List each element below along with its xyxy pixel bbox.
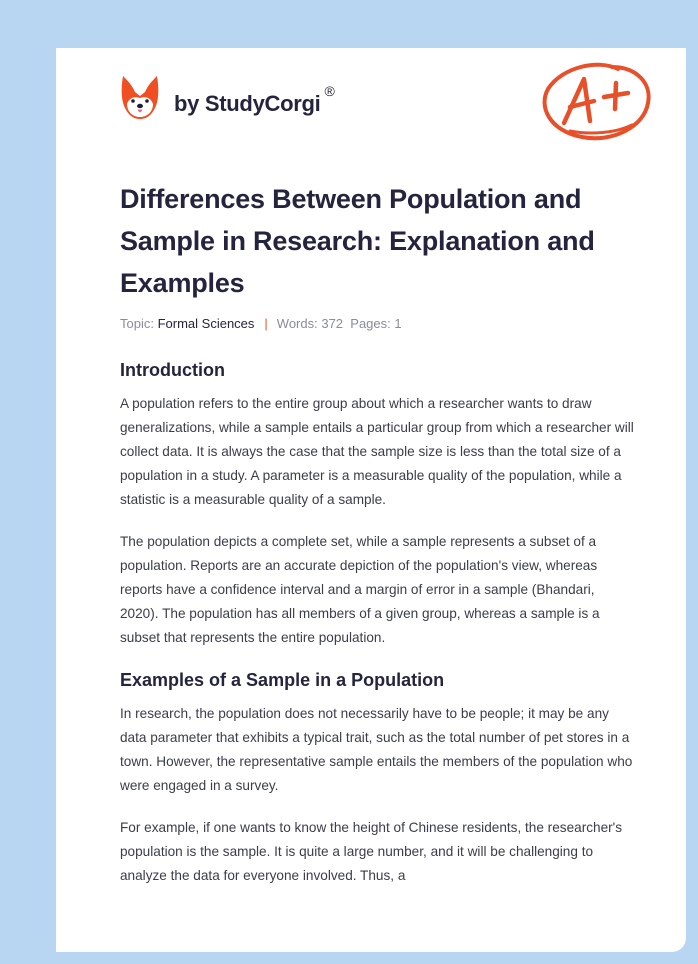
word-count: Words: 372 (276, 316, 344, 331)
page-count: Pages: 1 (350, 316, 402, 331)
document-card (56, 48, 686, 952)
paragraph: For example, if one wants to know the height of Chinese residents, the researcher's population is the sample. It is quite a large number, and it will be challenging to analyze the data for everyone involved. Thus, a (120, 820, 623, 883)
article-meta (120, 316, 635, 336)
page-title: Differences Between Population and Sample in Research: Explanation and Examples (120, 184, 595, 298)
paragraph: A population refers to the entire group about which a researcher wants to draw generalizations, while a sample entails a particular group from which a researcher will collect data. It is always the case that the sample size is less than the total size of a population in a study. A parameter is a measurable quality of the population, while a statistic is a measurable quality of a sample. (120, 396, 634, 507)
page-header (120, 74, 650, 144)
paragraph: In research, the population does not necessarily have to be people; it may be any data parameter that exhibits a typical trait, such as the total number of pet stores in a town. However, the representative sample entails the members of the population who were engaged in a survey. (120, 706, 633, 793)
paragraph: The population depicts a complete set, while a sample represents a subset of a population. Reports are an accurate depiction of the population's view, whereas reports have a confidence interval and a margin of error in a sample (Bhandari, 2020). The population has all members of a given group, whereas a sample is a subset that represents the entire population. (120, 534, 600, 645)
article-content (120, 178, 635, 906)
studycorgi-logo[interactable] (120, 74, 334, 120)
corgi-logo-icon (120, 74, 160, 120)
topic-label: Topic: (120, 316, 154, 331)
meta-separator: | (264, 316, 268, 331)
brand-name: by StudyCorgi ® (174, 83, 335, 116)
section-heading-examples: Examples of a Sample in a Population (120, 670, 445, 690)
section-heading-introduction: Introduction (120, 360, 225, 380)
registered-mark: ® (324, 83, 335, 99)
topic-link[interactable]: Formal Sciences (157, 316, 255, 331)
a-plus-grade-icon (540, 61, 652, 143)
